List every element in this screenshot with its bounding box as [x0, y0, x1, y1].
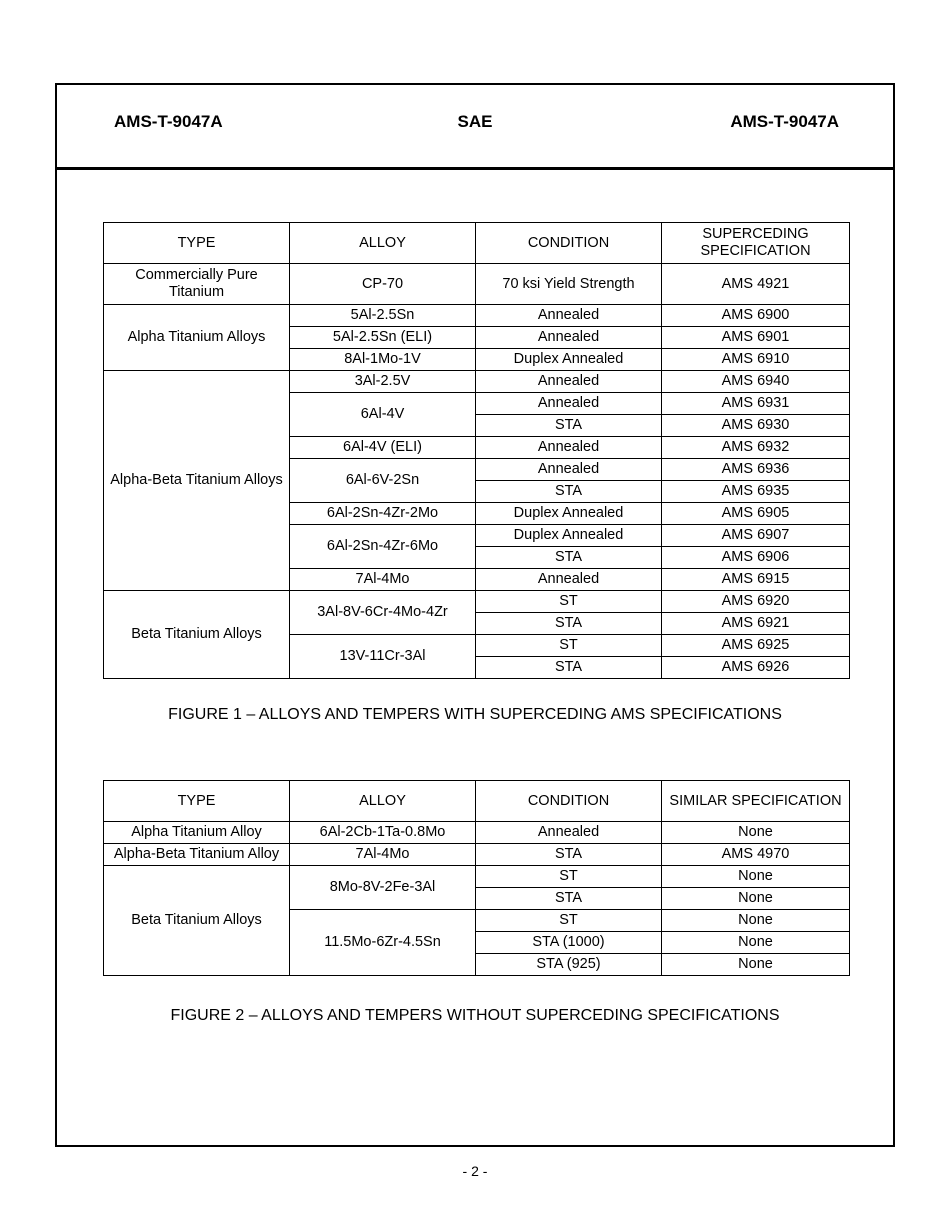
- col-header-type: TYPE: [104, 223, 290, 264]
- condition-cell: Annealed: [476, 327, 662, 349]
- spec-cell: AMS 6901: [662, 327, 850, 349]
- spec-cell: AMS 6905: [662, 503, 850, 525]
- spec-cell: AMS 6920: [662, 591, 850, 613]
- alloy-cell: 8Mo-8V-2Fe-3Al: [290, 866, 476, 910]
- spec-cell: AMS 6932: [662, 437, 850, 459]
- figure-2-caption: FIGURE 2 – ALLOYS AND TEMPERS WITHOUT SUPERCEDING SPECIFICATIONS: [170, 1007, 780, 1024]
- spec-cell: AMS 6931: [662, 393, 850, 415]
- spec-cell: AMS 6935: [662, 481, 850, 503]
- condition-cell: Annealed: [476, 393, 662, 415]
- table-row: [104, 371, 850, 393]
- header-doc-id-left: AMS-T-9047A: [114, 112, 223, 131]
- alloy-cell: CP-70: [290, 264, 476, 305]
- type-cell: Beta Titanium Alloys: [104, 866, 290, 976]
- alloy-cell: 6Al-4V: [290, 393, 476, 437]
- similar-spec-table: [103, 780, 850, 976]
- spec-cell: AMS 6921: [662, 613, 850, 635]
- condition-cell: 70 ksi Yield Strength: [476, 264, 662, 305]
- condition-cell: STA (925): [476, 954, 662, 976]
- condition-cell: STA: [476, 844, 662, 866]
- table-header-row: [104, 781, 850, 822]
- type-cell: Alpha-Beta Titanium Alloy: [104, 844, 290, 866]
- figure-1-caption: FIGURE 1 – ALLOYS AND TEMPERS WITH SUPERCEDING AMS SPECIFICATIONS: [168, 706, 782, 723]
- page-number: - 2 -: [462, 1163, 488, 1179]
- condition-cell: STA: [476, 415, 662, 437]
- condition-cell: Annealed: [476, 459, 662, 481]
- header-doc-id-right: AMS-T-9047A: [730, 112, 839, 131]
- spec-cell: AMS 6930: [662, 415, 850, 437]
- alloy-cell: 6Al-6V-2Sn: [290, 459, 476, 503]
- page-header: [57, 85, 893, 170]
- type-cell: Commercially Pure Titanium: [104, 264, 290, 305]
- alloy-cell: 11.5Mo-6Zr-4.5Sn: [290, 910, 476, 976]
- type-cell: Alpha Titanium Alloys: [104, 305, 290, 371]
- condition-cell: Annealed: [476, 371, 662, 393]
- table-row: [104, 866, 850, 888]
- spec-cell: None: [662, 932, 850, 954]
- alloy-cell: 6Al-2Sn-4Zr-6Mo: [290, 525, 476, 569]
- type-cell: Alpha-Beta Titanium Alloys: [104, 371, 290, 591]
- alloy-cell: 7Al-4Mo: [290, 844, 476, 866]
- spec-cell: AMS 6906: [662, 547, 850, 569]
- alloy-cell: 6Al-4V (ELI): [290, 437, 476, 459]
- alloy-cell: 5Al-2.5Sn (ELI): [290, 327, 476, 349]
- spec-cell: AMS 6940: [662, 371, 850, 393]
- condition-cell: Annealed: [476, 305, 662, 327]
- alloy-cell: 8Al-1Mo-1V: [290, 349, 476, 371]
- type-cell: Alpha Titanium Alloy: [104, 822, 290, 844]
- col-header-condition: CONDITION: [476, 781, 662, 822]
- condition-cell: Annealed: [476, 569, 662, 591]
- alloy-cell: 3Al-8V-6Cr-4Mo-4Zr: [290, 591, 476, 635]
- table-header-row: [104, 223, 850, 264]
- col-header-type: TYPE: [104, 781, 290, 822]
- condition-cell: Duplex Annealed: [476, 349, 662, 371]
- condition-cell: ST: [476, 635, 662, 657]
- spec-cell: AMS 6907: [662, 525, 850, 547]
- table-row: [104, 844, 850, 866]
- condition-cell: STA: [476, 547, 662, 569]
- condition-cell: ST: [476, 866, 662, 888]
- spec-cell: AMS 4921: [662, 264, 850, 305]
- col-header-spec: SIMILAR SPECIFICATION: [662, 781, 850, 822]
- spec-cell: None: [662, 888, 850, 910]
- col-header-alloy: ALLOY: [290, 223, 476, 264]
- spec-cell: None: [662, 910, 850, 932]
- header-org: SAE: [457, 112, 493, 131]
- spec-cell: AMS 6936: [662, 459, 850, 481]
- table-row: [104, 591, 850, 613]
- spec-cell: None: [662, 866, 850, 888]
- table-row: [104, 305, 850, 327]
- spec-cell: None: [662, 954, 850, 976]
- col-header-condition: CONDITION: [476, 223, 662, 264]
- alloy-cell: 6Al-2Cb-1Ta-0.8Mo: [290, 822, 476, 844]
- alloy-cell: 6Al-2Sn-4Zr-2Mo: [290, 503, 476, 525]
- type-cell: Beta Titanium Alloys: [104, 591, 290, 679]
- condition-cell: STA: [476, 888, 662, 910]
- condition-cell: ST: [476, 591, 662, 613]
- alloy-cell: 13V-11Cr-3Al: [290, 635, 476, 679]
- alloy-cell: 7Al-4Mo: [290, 569, 476, 591]
- spec-cell: AMS 4970: [662, 844, 850, 866]
- condition-cell: Annealed: [476, 437, 662, 459]
- spec-cell: None: [662, 822, 850, 844]
- spec-cell: AMS 6910: [662, 349, 850, 371]
- condition-cell: STA: [476, 613, 662, 635]
- col-header-alloy: ALLOY: [290, 781, 476, 822]
- spec-cell: AMS 6915: [662, 569, 850, 591]
- condition-cell: Duplex Annealed: [476, 503, 662, 525]
- col-header-spec: SUPERCEDING SPECIFICATION: [662, 223, 850, 264]
- table-row: [104, 264, 850, 305]
- condition-cell: Annealed: [476, 822, 662, 844]
- spec-cell: AMS 6900: [662, 305, 850, 327]
- condition-cell: STA (1000): [476, 932, 662, 954]
- condition-cell: STA: [476, 481, 662, 503]
- superceding-spec-table: [103, 222, 850, 679]
- table-row: [104, 822, 850, 844]
- condition-cell: STA: [476, 657, 662, 679]
- spec-cell: AMS 6925: [662, 635, 850, 657]
- alloy-cell: 3Al-2.5V: [290, 371, 476, 393]
- condition-cell: Duplex Annealed: [476, 525, 662, 547]
- spec-cell: AMS 6926: [662, 657, 850, 679]
- condition-cell: ST: [476, 910, 662, 932]
- alloy-cell: 5Al-2.5Sn: [290, 305, 476, 327]
